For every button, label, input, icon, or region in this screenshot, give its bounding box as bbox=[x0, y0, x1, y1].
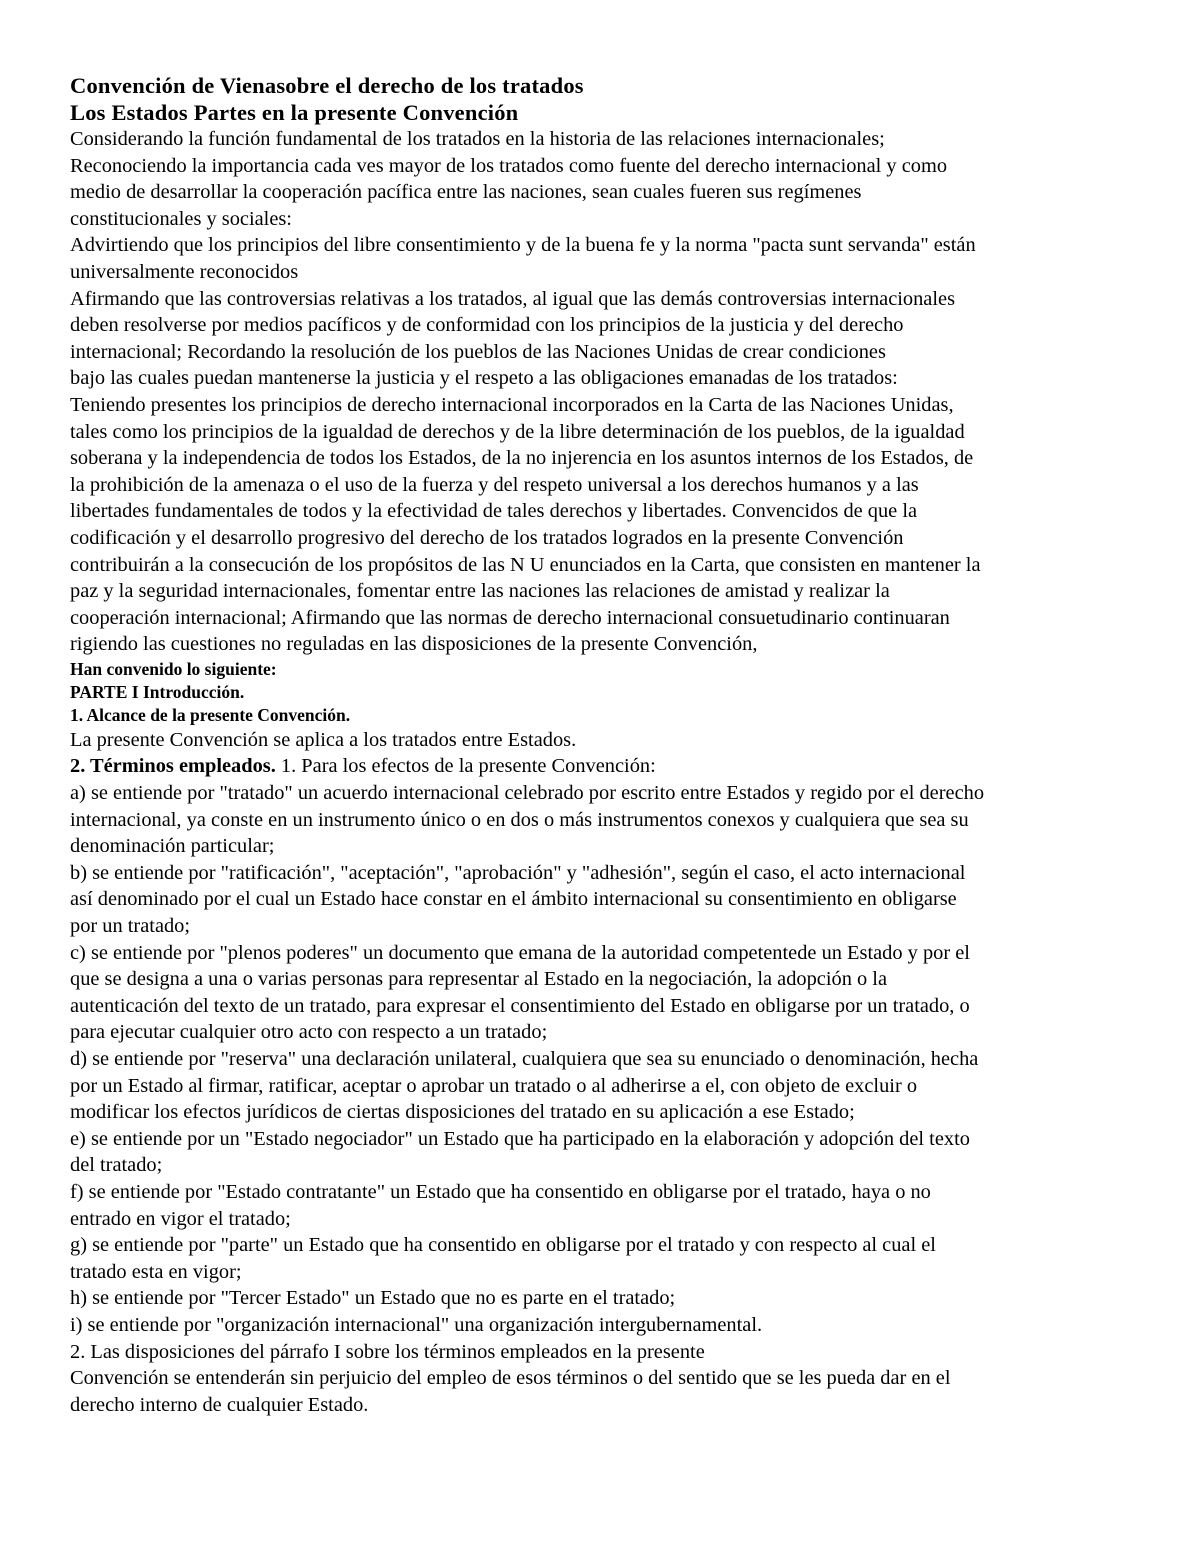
definition-line: b) se entiende por "ratificación", "aceptación", "aprobación" y "adhesión", según el caso, el acto internacional bbox=[70, 861, 966, 884]
definition-line: i) se entiende por "organización internacional" una organización intergubernamental. bbox=[70, 1313, 763, 1336]
article-2-intro: 1. Para los efectos de la presente Convención: bbox=[275, 755, 656, 778]
preamble-line: Advirtiendo que los principios del libre consentimiento y de la buena fe y la norma "pacta sunt servanda" están bbox=[70, 234, 976, 257]
definition-line: e) se entiende por un "Estado negociador" un Estado que ha participado en la elaboración y adopción del texto bbox=[70, 1127, 970, 1150]
definition-line: f) se entiende por "Estado contratante" un Estado que ha consentido en obligarse por el tratado, haya o no bbox=[70, 1180, 931, 1203]
preamble-line: Teniendo presentes los principios de derecho internacional incorporados en la Carta de las Naciones Unidas, bbox=[70, 393, 954, 416]
preamble-line: rigiendo las cuestiones no reguladas en las disposiciones de la presente Convención, bbox=[70, 633, 758, 656]
article-1-heading: 1. Alcance de la presente Convención. bbox=[70, 704, 351, 725]
definition-line: denominación particular; bbox=[70, 835, 275, 858]
definition-line: entrado en vigor el tratado; bbox=[70, 1207, 291, 1230]
definition-line: g) se entiende por "parte" un Estado que ha consentido en obligarse por el tratado y con respecto al cual el bbox=[70, 1234, 936, 1257]
preamble-line: bajo las cuales puedan mantenerse la justicia y el respeto a las obligaciones emanadas de los tratados: bbox=[70, 367, 898, 390]
preamble-line: medio de desarrollar la cooperación pacífica entre las naciones, sean cuales fueren sus regímenes bbox=[70, 181, 862, 204]
definition-line: para ejecutar cualquier otro acto con respecto a un tratado; bbox=[70, 1021, 548, 1044]
preamble-line: deben resolverse por medios pacíficos y de conformidad con los principios de la justicia y del derecho bbox=[70, 314, 904, 337]
definition-line: c) se entiende por "plenos poderes" un documento que emana de la autoridad competentede un Estado y por el bbox=[70, 941, 970, 964]
preamble-line: internacional; Recordando la resolución de los pueblos de las Naciones Unidas de crear condiciones bbox=[70, 340, 886, 363]
article-1-text: La presente Convención se aplica a los tratados entre Estados. bbox=[70, 728, 577, 751]
definition-line: que se designa a una o varias personas para representar al Estado en la negociación, la adopción o la bbox=[70, 968, 887, 991]
preamble-line: codificación y el desarrollo progresivo del derecho de los tratados logrados en la presente Convención bbox=[70, 526, 904, 549]
part-heading: PARTE I Introducción. bbox=[70, 681, 245, 702]
definition-line: 2. Las disposiciones del párrafo I sobre los términos empleados en la presente bbox=[70, 1340, 705, 1363]
definition-line: por un tratado; bbox=[70, 915, 191, 938]
definition-line: a) se entiende por "tratado" un acuerdo internacional celebrado por escrito entre Estados y regido por el derecho bbox=[70, 782, 985, 805]
definition-line: h) se entiende por "Tercer Estado" un Estado que no es parte en el tratado; bbox=[70, 1287, 676, 1310]
definition-line: autenticación del texto de un tratado, para expresar el consentimiento del Estado en obligarse por un tratado, o bbox=[70, 994, 970, 1017]
agreed-line: Han convenido lo siguiente: bbox=[70, 658, 277, 679]
preamble-line: cooperación internacional; Afirmando que las normas de derecho internacional consuetudinario continuaran bbox=[70, 606, 950, 629]
preamble-line: soberana y la independencia de todos los Estados, de la no injerencia en los asuntos internos de los Estados, de bbox=[70, 447, 974, 470]
definition-line: tratado esta en vigor; bbox=[70, 1260, 242, 1283]
preamble-line: Afirmando que las controversias relativas a los tratados, al igual que las demás controversias internacionales bbox=[70, 287, 956, 310]
definitions bbox=[70, 780, 1140, 1418]
preamble-line: Considerando la función fundamental de los tratados en la historia de las relaciones internacionales; bbox=[70, 128, 885, 150]
definition-line: Convención se entenderán sin perjuicio del empleo de esos términos o del sentido que se les pueda dar en el bbox=[70, 1367, 951, 1390]
article-2-line bbox=[70, 753, 1140, 780]
preamble-line: tales como los principios de la igualdad de derechos y de la libre determinación de los pueblos, de la igualdad bbox=[70, 420, 965, 443]
preamble bbox=[70, 126, 1140, 658]
preamble-line: la prohibición de la amenaza o el uso de la fuerza y del respeto universal a los derechos humanos y a las bbox=[70, 473, 919, 496]
preamble-line: constitucionales y sociales: bbox=[70, 207, 292, 230]
document-title: Convención de Vienasobre el derecho de los tratados bbox=[70, 73, 584, 98]
document-subtitle: Los Estados Partes en la presente Convención bbox=[70, 100, 519, 125]
definition-line: modificar los efectos jurídicos de ciertas disposiciones del tratado en su aplicación a ese Estado; bbox=[70, 1101, 855, 1124]
definition-line: derecho interno de cualquier Estado. bbox=[70, 1393, 369, 1416]
preamble-line: Reconociendo la importancia cada ves mayor de los tratados como fuente del derecho internacional y como bbox=[70, 154, 948, 177]
definition-line: del tratado; bbox=[70, 1154, 163, 1177]
definition-line: así denominado por el cual un Estado hace constar en el ámbito internacional su consentimiento en obligarse bbox=[70, 888, 957, 911]
preamble-line: paz y la seguridad internacionales, fomentar entre las naciones las relaciones de amistad y realizar la bbox=[70, 580, 890, 603]
definition-line: por un Estado al firmar, ratificar, aceptar o aprobar un tratado o al adherirse a el, con objeto de excluir o bbox=[70, 1074, 918, 1097]
preamble-line: universalmente reconocidos bbox=[70, 260, 299, 283]
preamble-line: contribuirán a la consecución de los propósitos de las N U enunciados en la Carta, que consisten en mantener la bbox=[70, 553, 981, 576]
article-2-heading: 2. Términos empleados. bbox=[70, 755, 276, 778]
definition-line: internacional, ya conste en un instrumento único o en dos o más instrumentos conexos y cualquiera que sea su bbox=[70, 808, 969, 831]
definition-line: d) se entiende por "reserva" una declaración unilateral, cualquiera que sea su enunciado o denominación, hecha bbox=[70, 1048, 979, 1070]
preamble-line: libertades fundamentales de todos y la efectividad de tales derechos y libertades. Convencidos de que la bbox=[70, 500, 918, 523]
document-page bbox=[70, 72, 1140, 1418]
